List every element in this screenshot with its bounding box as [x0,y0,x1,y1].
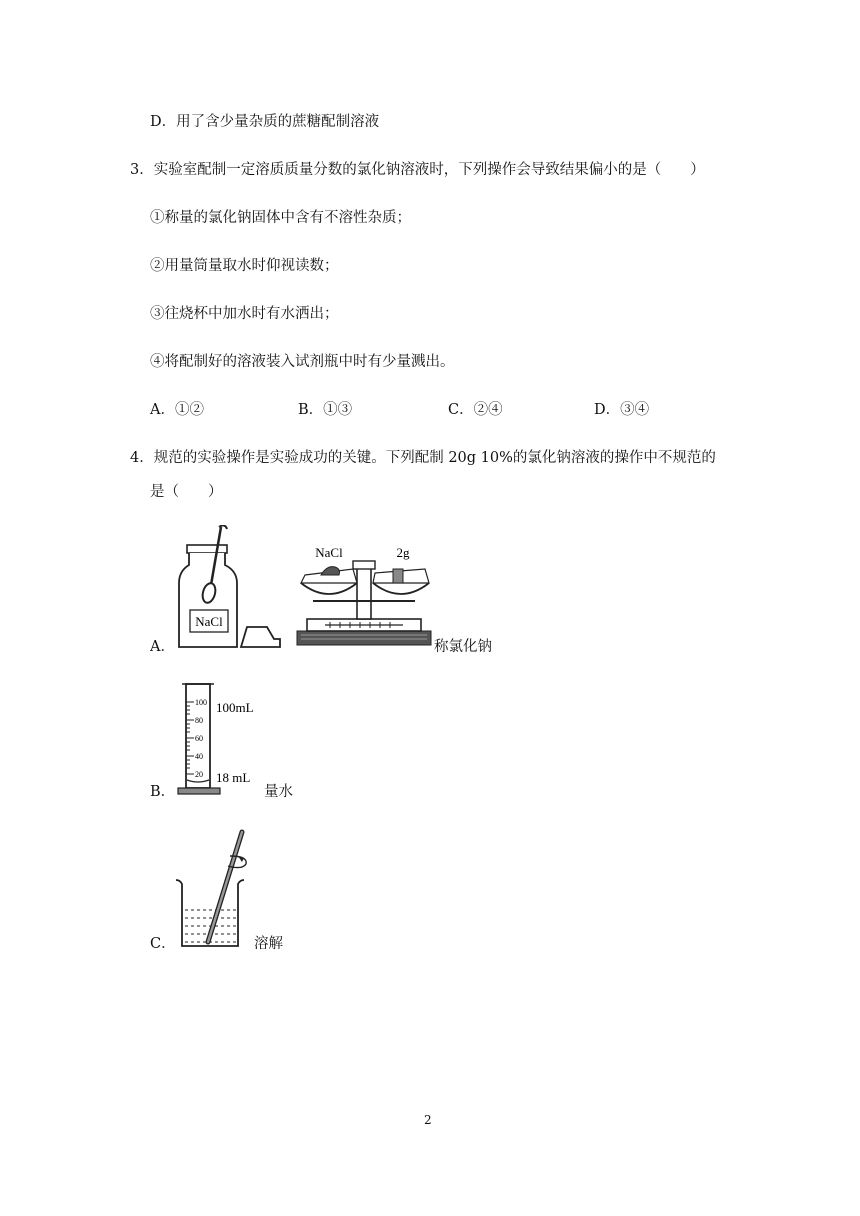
q2-option-d: D．用了含少量杂质的蔗糖配制溶液 [150,114,380,130]
q4-figure-b-letter: B． [150,784,176,800]
scale-label-20: 20 [195,770,203,779]
left-pan-label: NaCl [315,545,343,560]
balance [297,545,431,645]
bottle-label: NaCl [195,614,223,629]
scale-label-80: 80 [195,716,203,725]
q3-item-1: ①称量的氯化钠固体中含有不溶性杂质； [150,210,411,226]
cylinder-capacity-label: 100mL [216,700,254,715]
q3-item-4: ④将配制好的溶液装入试剂瓶中时有少量溅出。 [150,354,455,370]
scale-label-60: 60 [195,734,203,743]
q4-stem-line-1: 4．规范的实验操作是实验成功的关键。下列配制 20g 10%的氯化钠溶液的操作中不规范的 [130,450,716,466]
page-number: 2 [424,1113,432,1127]
q3-item-3: ③往烧杯中加水时有水洒出； [150,306,339,322]
dissolving-figure [172,826,252,951]
right-pan-label: 2g [396,545,410,560]
q3-option-a: A．①② [150,402,204,418]
q4-figure-b-caption: 量水 [264,784,293,800]
graduated-cylinder-figure [176,680,266,798]
q3-option-b: B．①③ [298,402,353,418]
weighing-nacl-figure [175,525,435,650]
q4-stem-line-2: 是（ ） [150,484,223,500]
q3-option-c: C．②④ [448,402,503,418]
q3-stem: 3．实验室配制一定溶质质量分数的氯化钠溶液时，下列操作会导致结果偏小的是（ ） [130,162,705,178]
cylinder-reading-label: 18 mL [216,770,251,785]
q4-figure-a-caption: 称氯化钠 [434,639,492,655]
cylinder-base [178,788,220,794]
q4-figure-a-letter: A． [150,639,175,655]
q4-figure-c-caption: 溶解 [254,936,283,952]
scale-label-40: 40 [195,752,203,761]
bottle-stopper [241,627,280,647]
q4-figure-c-letter: C． [150,936,176,952]
q3-option-d: D．③④ [594,402,650,418]
scale-label-100: 100 [195,698,207,707]
q3-item-2: ②用量筒量取水时仰视读数； [150,258,339,274]
